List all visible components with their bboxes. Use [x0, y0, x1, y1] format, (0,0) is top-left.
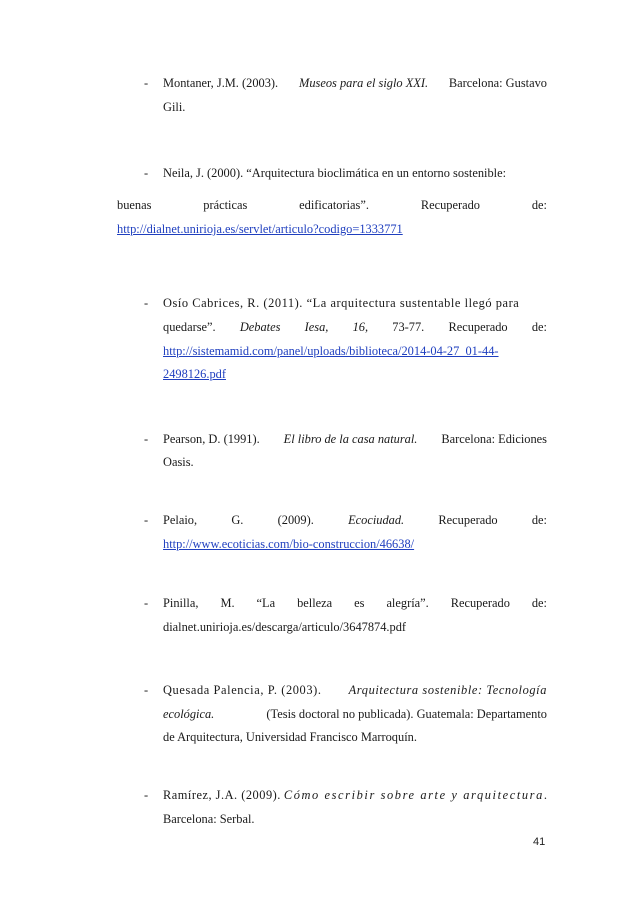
reference-word: Recuperado	[438, 513, 498, 527]
reference-url-link-cont[interactable]: 2498126.pdf	[163, 367, 226, 381]
reference-line	[163, 596, 547, 611]
reference-word: de:	[531, 513, 547, 527]
reference-continuation: Oasis.	[163, 455, 194, 469]
bullet-dash: -	[144, 683, 149, 697]
reference-word: Recuperado	[420, 198, 480, 212]
reference-word: “La	[256, 596, 276, 610]
reference-word: es	[354, 596, 365, 610]
reference-journal: Iesa,	[304, 320, 329, 334]
reference-author: Pearson, D. (1991).	[163, 432, 260, 446]
reference-title: Arquitectura sostenible: Tecnología	[348, 683, 547, 697]
reference-line	[117, 198, 547, 213]
reference-author: Quesada Palencia, P. (2003).	[163, 683, 322, 697]
bullet-dash: -	[144, 513, 149, 527]
reference-word: quedarse”.	[163, 320, 216, 334]
reference-title: Museos para el siglo XXI.	[299, 76, 429, 90]
reference-line: Neila, J. (2000). “Arquitectura bioclimática en un entorno sostenible:	[163, 166, 507, 180]
reference-line	[163, 76, 547, 91]
reference-title: ecológica.	[163, 707, 215, 721]
reference-word: alegría”.	[386, 596, 429, 610]
reference-line	[163, 432, 547, 447]
reference-word: belleza	[297, 596, 333, 610]
reference-punct: .	[543, 788, 547, 802]
reference-author: Ramírez, J.A. (2009).	[163, 788, 281, 802]
reference-title: El libro de la casa natural.	[283, 432, 418, 446]
bullet-dash: -	[144, 596, 149, 610]
reference-continuation: de Arquitectura, Universidad Francisco Marroquín.	[163, 730, 417, 744]
reference-continuation: Barcelona: Serbal.	[163, 812, 255, 826]
page-number: 41	[533, 836, 546, 848]
reference-line	[163, 320, 547, 335]
reference-word: de:	[531, 320, 547, 334]
reference-publisher: Barcelona: Gustavo	[448, 76, 547, 90]
reference-title: Cómo escribir sobre arte y arquitectura	[283, 788, 544, 802]
reference-line	[163, 513, 547, 528]
reference-word: buenas	[117, 198, 152, 212]
reference-line	[163, 683, 547, 698]
reference-word: Pelaio,	[163, 513, 198, 527]
reference-word: (2009).	[277, 513, 314, 527]
reference-author: Montaner, J.M. (2003).	[163, 76, 279, 90]
bullet-dash: -	[144, 76, 149, 90]
reference-volume: 16,	[352, 320, 369, 334]
reference-word: Pinilla,	[163, 596, 199, 610]
reference-journal: Debates	[239, 320, 281, 334]
reference-title-wrap	[284, 788, 547, 803]
reference-line	[163, 707, 547, 722]
bullet-dash: -	[144, 166, 149, 180]
reference-word: M.	[220, 596, 235, 610]
bullet-dash: -	[144, 432, 149, 446]
reference-word: de:	[531, 198, 547, 212]
reference-word: Recuperado	[448, 320, 508, 334]
reference-title: Ecociudad.	[348, 513, 405, 527]
reference-pages: 73-77.	[392, 320, 425, 334]
reference-url-link[interactable]: http://sistemamid.com/panel/uploads/biblioteca/2014-04-27_01-44-	[163, 344, 499, 358]
reference-text: Osío Cabrices, R. (2011). “La arquitectura sustentable llegó para	[163, 296, 520, 310]
reference-word: Recuperado	[450, 596, 510, 610]
reference-url-link[interactable]: http://www.ecoticias.com/bio-construccion/46638/	[163, 537, 415, 551]
reference-note: (Tesis doctoral no publicada). Guatemala: Departamento	[266, 707, 547, 721]
reference-continuation: dialnet.unirioja.es/descarga/articulo/3647874.pdf	[163, 620, 407, 634]
reference-line	[163, 788, 547, 803]
reference-word: de:	[531, 596, 547, 610]
reference-word: edificatorias”.	[299, 198, 369, 212]
bullet-dash: -	[144, 788, 149, 802]
reference-line	[163, 296, 547, 311]
reference-url-link[interactable]: http://dialnet.unirioja.es/servlet/articulo?codigo=1333771	[117, 222, 403, 236]
reference-word: prácticas	[203, 198, 248, 212]
reference-word: G.	[231, 513, 244, 527]
bullet-dash: -	[144, 296, 149, 310]
reference-publisher: Barcelona: Ediciones	[441, 432, 547, 446]
reference-continuation: Gili.	[163, 100, 186, 114]
